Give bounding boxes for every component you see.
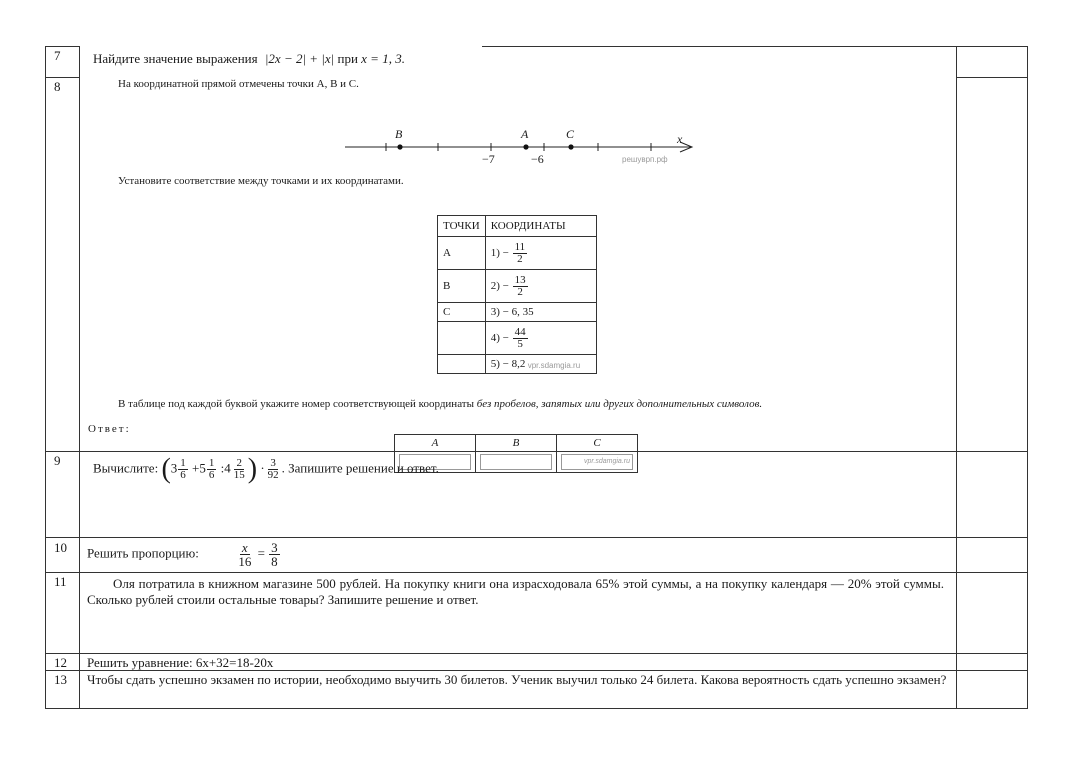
denominator: 6 [180,469,186,481]
row-number: 8 [54,79,61,94]
grid-line [45,46,79,47]
grid-line [956,46,957,709]
q9-tail: . Запишите решение и ответ. [281,460,439,476]
header-coords: КООРДИНАТЫ [485,216,596,237]
q8-instruction [88,398,944,410]
grid-line [45,46,46,709]
numerator: 1 [180,457,186,469]
question-7 [93,51,956,67]
whole-part: 3 [170,460,178,476]
point-c-label: C [566,127,575,141]
point-b-dot [397,144,402,149]
answer-header: A [395,435,476,452]
fraction [232,458,247,481]
q7-expression: |2x − 2| + |x| [264,51,335,66]
coord-cell [485,322,596,355]
axis-variable: x [677,132,683,146]
coord-fraction [513,275,528,298]
point-cell [438,355,486,374]
question-12: Решить уравнение: 6x+32=18-20x [87,655,274,670]
coord-cell [485,270,596,303]
instruction-italic: без пробелов, запятых или других дополнительных символов. [476,398,763,410]
grid-line [482,46,1028,47]
point-a-dot [523,144,528,149]
question-10 [87,541,956,568]
coord-index: 1) [490,246,500,259]
matching-table [437,215,597,374]
coord-fraction [513,327,528,350]
numerator: 44 [514,325,526,338]
coord-fraction [513,242,528,265]
grid-line [45,537,1028,538]
number-line [80,97,956,157]
point-cell: С [438,303,486,322]
row-number: 11 [54,574,67,589]
task-sheet [45,46,1028,709]
q10-label: Решить пропорцию: [87,545,199,561]
grid-line [45,77,80,78]
question-13: Чтобы сдать успешно экзамен по истории, необходимо выучить 30 билетов. Ученик выучил только 24 билета. Какова вероятность сдать успешно экзамен? [87,672,947,687]
denominator: 6 [208,469,215,481]
row-number: 7 [54,48,61,63]
point-b-label: B [395,127,403,141]
grid-line [956,77,1028,78]
fraction-left [236,541,253,568]
q8-intro: На координатной прямой отмечены точки A, B и C. [118,78,359,90]
point-cell: А [438,237,486,270]
row-number: 10 [54,540,67,555]
coord-cell [485,355,596,374]
q9-label: Вычислите: [93,460,159,476]
row-number: 9 [54,453,61,468]
q8-task: Установите соответствие между точками и их координатами. [118,175,404,187]
denominator: 2 [517,285,523,298]
denominator: 8 [271,554,278,569]
coord-value: − 6, 35 [502,306,534,318]
coord-index: 3) [490,306,500,318]
answer-header: B [476,435,557,452]
grid-line [1027,46,1028,709]
question-11: Оля потратила в книжном магазине 500 рублей. На покупку книги она израсходовала 65% этой суммы, а на покупку календаря — 20% этой суммы. Сколько рублей стоили остальные товары? Запишите решение и ответ. [87,576,944,607]
denominator: 15 [233,469,245,481]
numerator: 3 [271,540,278,555]
question-9: Вычислите: (3 $\frac{1}{6}$ +5 $\frac{1}{6}$ :4 $\frac{2}{15}$ ) · $\frac{3}{92}$ . Запишите решение и ответ. [93,453,439,485]
numerator: 2 [236,457,242,469]
watermark: vpr.sdamgia.ru [583,458,630,465]
coord-sign: − [502,246,509,259]
point-a-label: A [521,127,529,141]
q7-text: Найдите значение выражения [93,51,258,66]
answer-header: C [557,435,638,452]
denominator: 2 [517,252,523,265]
fraction [207,458,217,481]
fraction [266,458,281,481]
coord-sign: − [502,331,509,344]
tick-label: −6 [531,152,544,166]
coord-sign: − [502,279,509,292]
row-number: 13 [54,672,67,687]
q7-at: при [337,51,358,66]
watermark: vpr.sdamgia.ru [527,361,581,370]
denominator: 92 [267,469,279,481]
grid-line [45,653,1028,654]
point-c-dot [568,144,573,149]
point-cell: В [438,270,486,303]
paren-close: ) [247,453,258,485]
tick-label: −7 [482,152,495,166]
q7-value: x = 1, 3. [361,51,405,66]
whole-part: 4 [224,460,231,476]
fraction [178,458,188,481]
coord-index: 5) [490,358,500,370]
coord-value: − 8,2 [502,358,526,370]
numerator: x [241,540,248,555]
answer-label: Ответ: [88,423,131,435]
paren-open: ( [161,453,171,485]
denominator: 5 [517,337,523,350]
coord-index: 2) [490,279,500,292]
numerator: 3 [270,457,276,469]
equals-sign: = [257,545,265,561]
coord-index: 4) [490,331,500,344]
numerator: 13 [514,273,526,286]
instruction-text: В таблице под каждой буквой укажите номер соответствующей координаты [118,398,474,410]
point-cell [438,322,486,355]
grid-line [45,708,1028,709]
grid-line [45,572,1028,573]
fraction-right [269,541,280,568]
row-number: 12 [54,655,67,670]
coord-cell [485,237,596,270]
denominator: 16 [238,554,252,569]
whole-part: 5 [199,460,206,476]
numerator: 1 [208,457,215,469]
numerator: 11 [514,240,526,253]
question-8 [80,77,956,465]
watermark: решуврп.рф [622,155,668,164]
coord-cell [485,303,596,322]
header-points: ТОЧКИ [438,216,486,237]
